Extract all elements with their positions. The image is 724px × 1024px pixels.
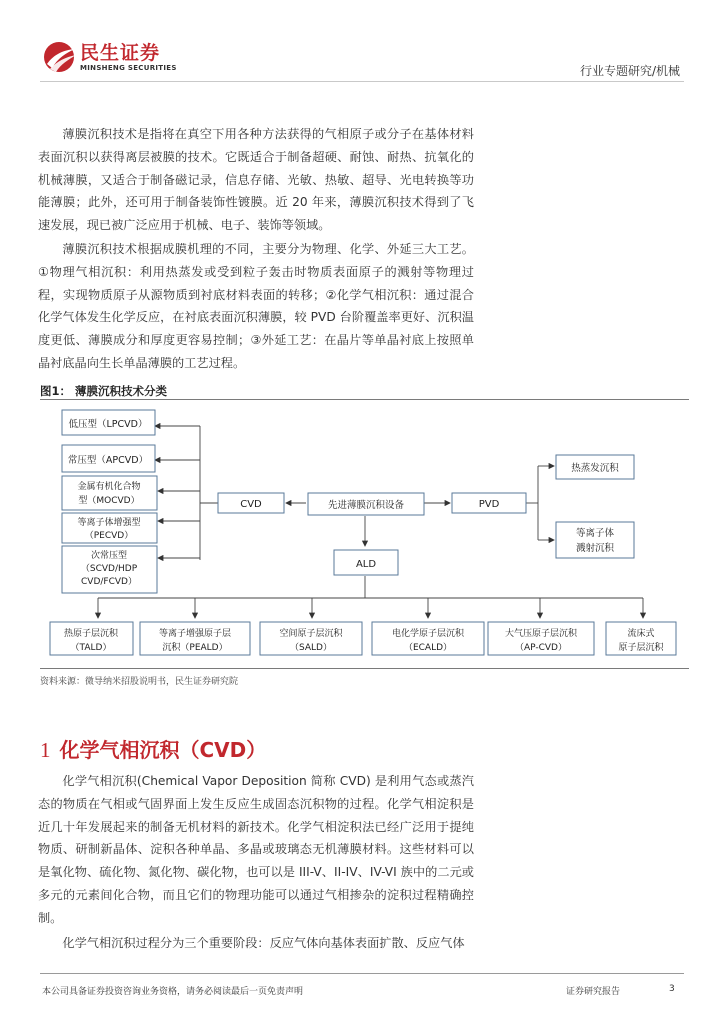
node-sald (260, 622, 362, 655)
node-center-label: 先进薄膜沉积设备 (327, 500, 405, 511)
node-peald-label-2: 沉积（PEALD） (162, 643, 228, 653)
cvd-paragraph-1: 化学气相沉积(Chemical Vapor Deposition 简称 CVD) 是利用气态或蒸汽态的物质在气相或气固界面上发生反应生成固态沉积物的过程。化学气相淀积是近几十年发展起来的制备无机材料的新技术。化学气相淀积法已经广泛用于提纯物质、研制新晶体、淀积各种单晶、多晶或玻璃态无机薄膜材料。这些材料可以是氧化物、硫化物、氮化物、碳化物，也可以是 III-V、II-IV、IV-VI 族中的二元或多元的元素间化合物，而且它们的物理功能可以通过气相掺杂的淀积过程精确控制。 (38, 774, 474, 925)
node-lpcvd-label: 低压型（LPCVD） (68, 419, 148, 430)
node-pvd (452, 493, 526, 513)
logo-text-cn: 民生证券 (80, 42, 161, 64)
node-lpcvd (62, 410, 155, 435)
node-tald-label-2: （TALD） (70, 643, 112, 653)
node-ald (334, 550, 398, 575)
figure-bottom-rule (40, 668, 689, 669)
node-evaporation-label: 热蒸发沉积 (571, 463, 619, 474)
node-apald-label-2: （AP-CVD） (514, 643, 568, 653)
node-tald (50, 622, 133, 655)
node-ecald-label-2: （ECALD） (403, 643, 453, 653)
deposition-classification-diagram (40, 400, 689, 668)
node-scvd-label-3: CVD/FCVD） (81, 577, 137, 587)
node-tald-label-1: 热原子层沉积 (63, 629, 119, 639)
node-fluidized-ald (606, 622, 676, 655)
node-ecald-label-1: 电化学原子层沉积 (391, 629, 465, 639)
brand-logo (42, 40, 177, 78)
node-pvd-label: PVD (478, 499, 500, 510)
node-scvd-label-2: （SCVD/HDP (80, 564, 138, 574)
section-number: 1 (40, 738, 51, 762)
node-center (308, 493, 424, 515)
footer-report-label: 证券研究报告 (566, 987, 621, 997)
node-fluidized-label-2: 原子层沉积 (618, 643, 664, 653)
node-sputtering (556, 522, 634, 558)
logo-swoosh-icon (42, 40, 78, 74)
node-fluidized-label-1: 流床式 (627, 629, 655, 639)
node-scvd (62, 546, 157, 593)
node-cvd (218, 493, 284, 513)
node-peald (140, 622, 250, 655)
node-mocvd-label-1: 金属有机化合物 (77, 482, 141, 492)
intro-paragraph-1: 薄膜沉积技术是指将在真空下用各种方法获得的气相原子或分子在基体材料表面沉积以获得离层被膜的技术。它既适合于制备超硬、耐蚀、耐热、抗氧化的机械薄膜，又适合于制备磁记录，信息存储、光敏、热敏、超导、光电转换等功能薄膜；此外，还可用于制备装饰性镀膜。近 20 年来，薄膜沉积技术得到了飞速发展，现已被广泛应用于机械、电子、装饰等领域。 (38, 127, 474, 233)
footer-divider (40, 973, 684, 974)
node-ecald (372, 622, 484, 655)
footer-disclaimer: 本公司具备证券投资咨询业务资格，请务必阅读最后一页免责声明 (42, 987, 304, 997)
intro-paragraph-2: 薄膜沉积技术根据成膜机理的不同，主要分为物理、化学、外延三大工艺。①物理气相沉积：利用热蒸发或受到粒子轰击时物质表面原子的溅射等物理过程，实现物质原子从源物质到衬底材料表面的转移；②化学气相沉积：通过混合化学气体发生化学反应，在衬底表面沉积薄膜，较 PVD 台阶覆盖率更好、沉积温度更低、薄膜成分和厚度更容易控制；③外延工艺：在晶片等单晶衬底上按照单晶衬底晶向生长单晶薄膜的工艺过程。 (38, 242, 474, 370)
node-apald-label-1: 大气压原子层沉积 (504, 629, 578, 639)
node-pecvd-label-1: 等离子体增强型 (77, 518, 141, 528)
header-divider (40, 81, 684, 82)
node-sputtering-label-1: 等离子体 (575, 528, 615, 539)
node-sputtering-label-2: 溅射沉积 (575, 543, 615, 554)
report-type: 行业专题研究/机械 (579, 64, 680, 78)
node-pecvd-label-2: （PECVD） (84, 531, 134, 541)
node-ald-label: ALD (355, 559, 377, 570)
node-apcvd-label: 常压型（APCVD） (67, 455, 149, 466)
logo-text-en: MINSHENG SECURITIES (80, 64, 177, 72)
section-title-text: 化学气相沉积（CVD） (59, 738, 267, 762)
node-sald-label-2: （SALD） (290, 643, 332, 653)
node-mocvd (62, 476, 157, 510)
figure-title: 图1： 薄膜沉积技术分类 (40, 384, 168, 398)
node-cvd-label: CVD (240, 499, 262, 510)
page-header (0, 0, 724, 86)
node-peald-label-1: 等离子增强原子层 (158, 629, 232, 639)
node-evaporation (556, 455, 634, 479)
cvd-paragraph-2: 化学气相沉积过程分为三个重要阶段：反应气体向基体表面扩散、反应气体 (62, 936, 465, 950)
node-sald-label-1: 空间原子层沉积 (279, 629, 343, 639)
node-apcvd (62, 445, 155, 472)
figure-source: 资料来源：微导纳米招股说明书，民生证券研究院 (40, 677, 239, 687)
node-mocvd-label-2: 型（MOCVD） (78, 496, 140, 506)
node-apald (488, 622, 594, 655)
page-number: 3 (669, 984, 675, 994)
node-pecvd (62, 513, 157, 543)
section-heading (40, 734, 266, 763)
node-scvd-label-1: 次常压型 (90, 551, 128, 561)
